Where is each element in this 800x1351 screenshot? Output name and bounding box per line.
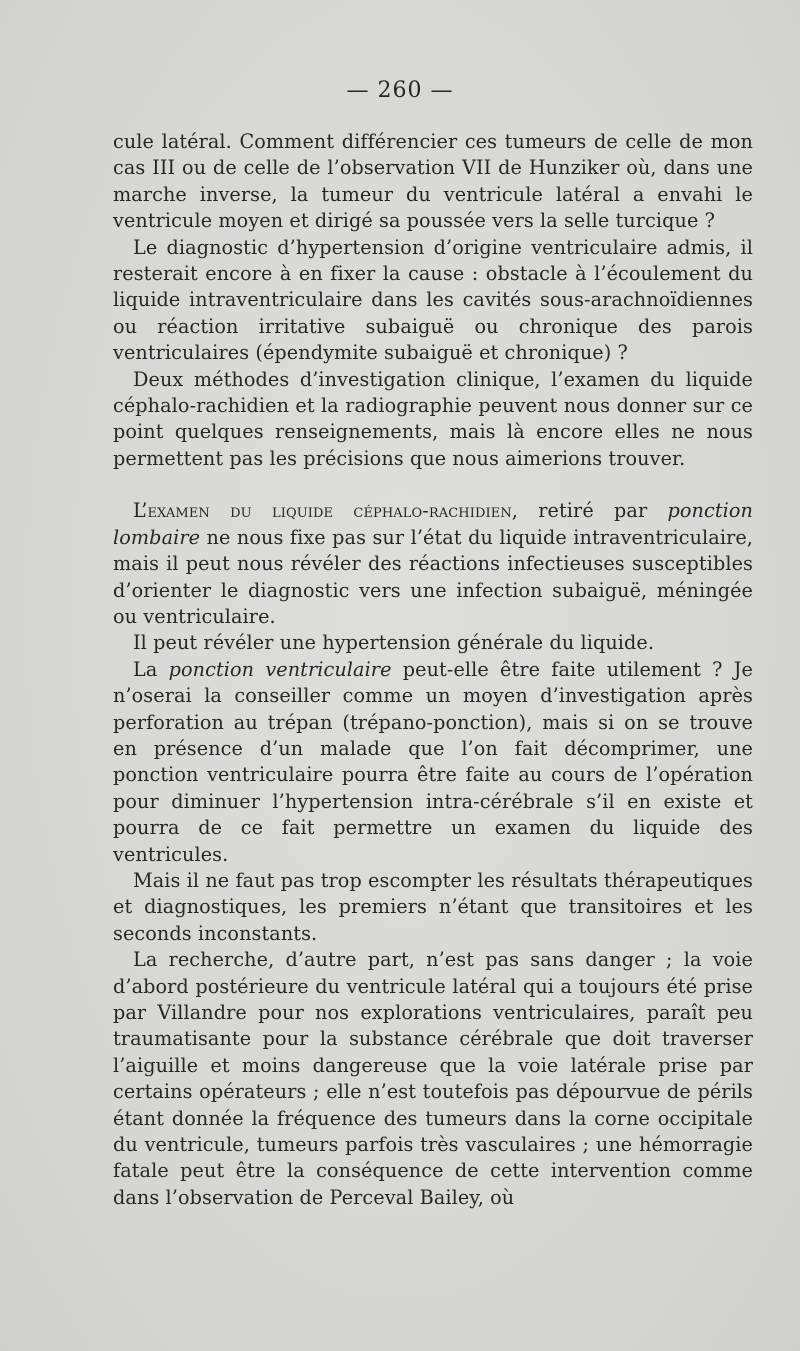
body-text [113,129,753,1211]
paragraph-5: Il peut révéler une hypertension générale du liquide. [133,631,655,655]
paragraph-4-mid: retiré par [518,499,668,523]
section-gap [113,472,753,498]
italic-term-ponction-ventriculaire: ponction ventriculaire [168,657,392,681]
paragraph-4-rest: ne nous fixe pas sur l’état du liquide intraventriculaire, mais il peut nous révéler des réactions infectieuses susceptibles d’orienter le diagnostic vers une infection subaiguë, méningée ou ventriculaire. [113,525,753,628]
paragraph-4 [113,498,753,630]
italic-term-ponction-lombaire: ponction lombaire [113,499,753,549]
paragraph-7: Mais il ne faut pas trop escompter les résultats thérapeutiques et diagnostiques, les premiers n’étant que transitoires et les seconds inconstants. [113,868,753,945]
paragraph-8: La recherche, d’autre part, n’est pas sans danger ; la voie d’abord postérieure du ventricule latéral qui a toujours été prise par Villandre pour nos explorations ventriculaires, paraît peu traumatisante pour la substance cérébrale que doit traverser l’aiguille et moins dangereuse que la voie latérale prise par certains opérateurs ; elle n’est toutefois pas dépourvue de périls étant donnée la fréquence des tumeurs dans la corne occipitale du ventricule, tumeurs parfois très vasculaires ; une hémorragie fatale peut être la conséquence de cette intervention comme dans l’observation de Perceval Bailey, où [113,948,753,1209]
paragraph-1: cule latéral. Comment différencier ces tumeurs de celle de mon cas III ou de celle de l’observation VII de Hunziker où, dans une marche inverse, la tumeur du ventricule latéral a envahi le ventricule moyen et dirigé sa poussée vers la selle turcique ? [113,130,753,233]
paragraph-2: Le diagnostic d’hypertension d’origine ventriculaire admis, il resterait encore à en fixer la cause : obstacle à l’écoulement du liquide intraventriculaire dans les cavités sous-arachnoïdiennes ou réaction irritative subaiguë ou chronique des parois ventriculaires (épendymite subaiguë et chronique) ? [113,235,753,365]
paragraph-6-lead: La [133,657,169,681]
page-number: — 260 — [346,78,454,103]
paragraph-6-rest: peut-elle être faite utilement ? Je n’oserai la conseiller comme un moyen d’investigation après perforation au trépan (trépano-ponction), mais si on se trouve en présence d’un malade que l’on fait décomprimer, une ponction ventriculaire pourra être faite au cours de l’opération pour diminuer l’hypertension intra-cérébrale s’il en existe et pourra de ce fait permettre un examen du liquide des ventricules. [113,657,753,866]
section-heading: L’examen du liquide céphalo-rachidien, [133,499,518,523]
paragraph-3: Deux méthodes d’investigation clinique, l’examen du liquide céphalo-rachidien et la radiographie peuvent nous donner sur ce point quelques renseignements, mais là encore elles ne nous permettent pas les précisions que nous aimerions trouver. [113,367,753,470]
paragraph-6 [113,657,753,868]
